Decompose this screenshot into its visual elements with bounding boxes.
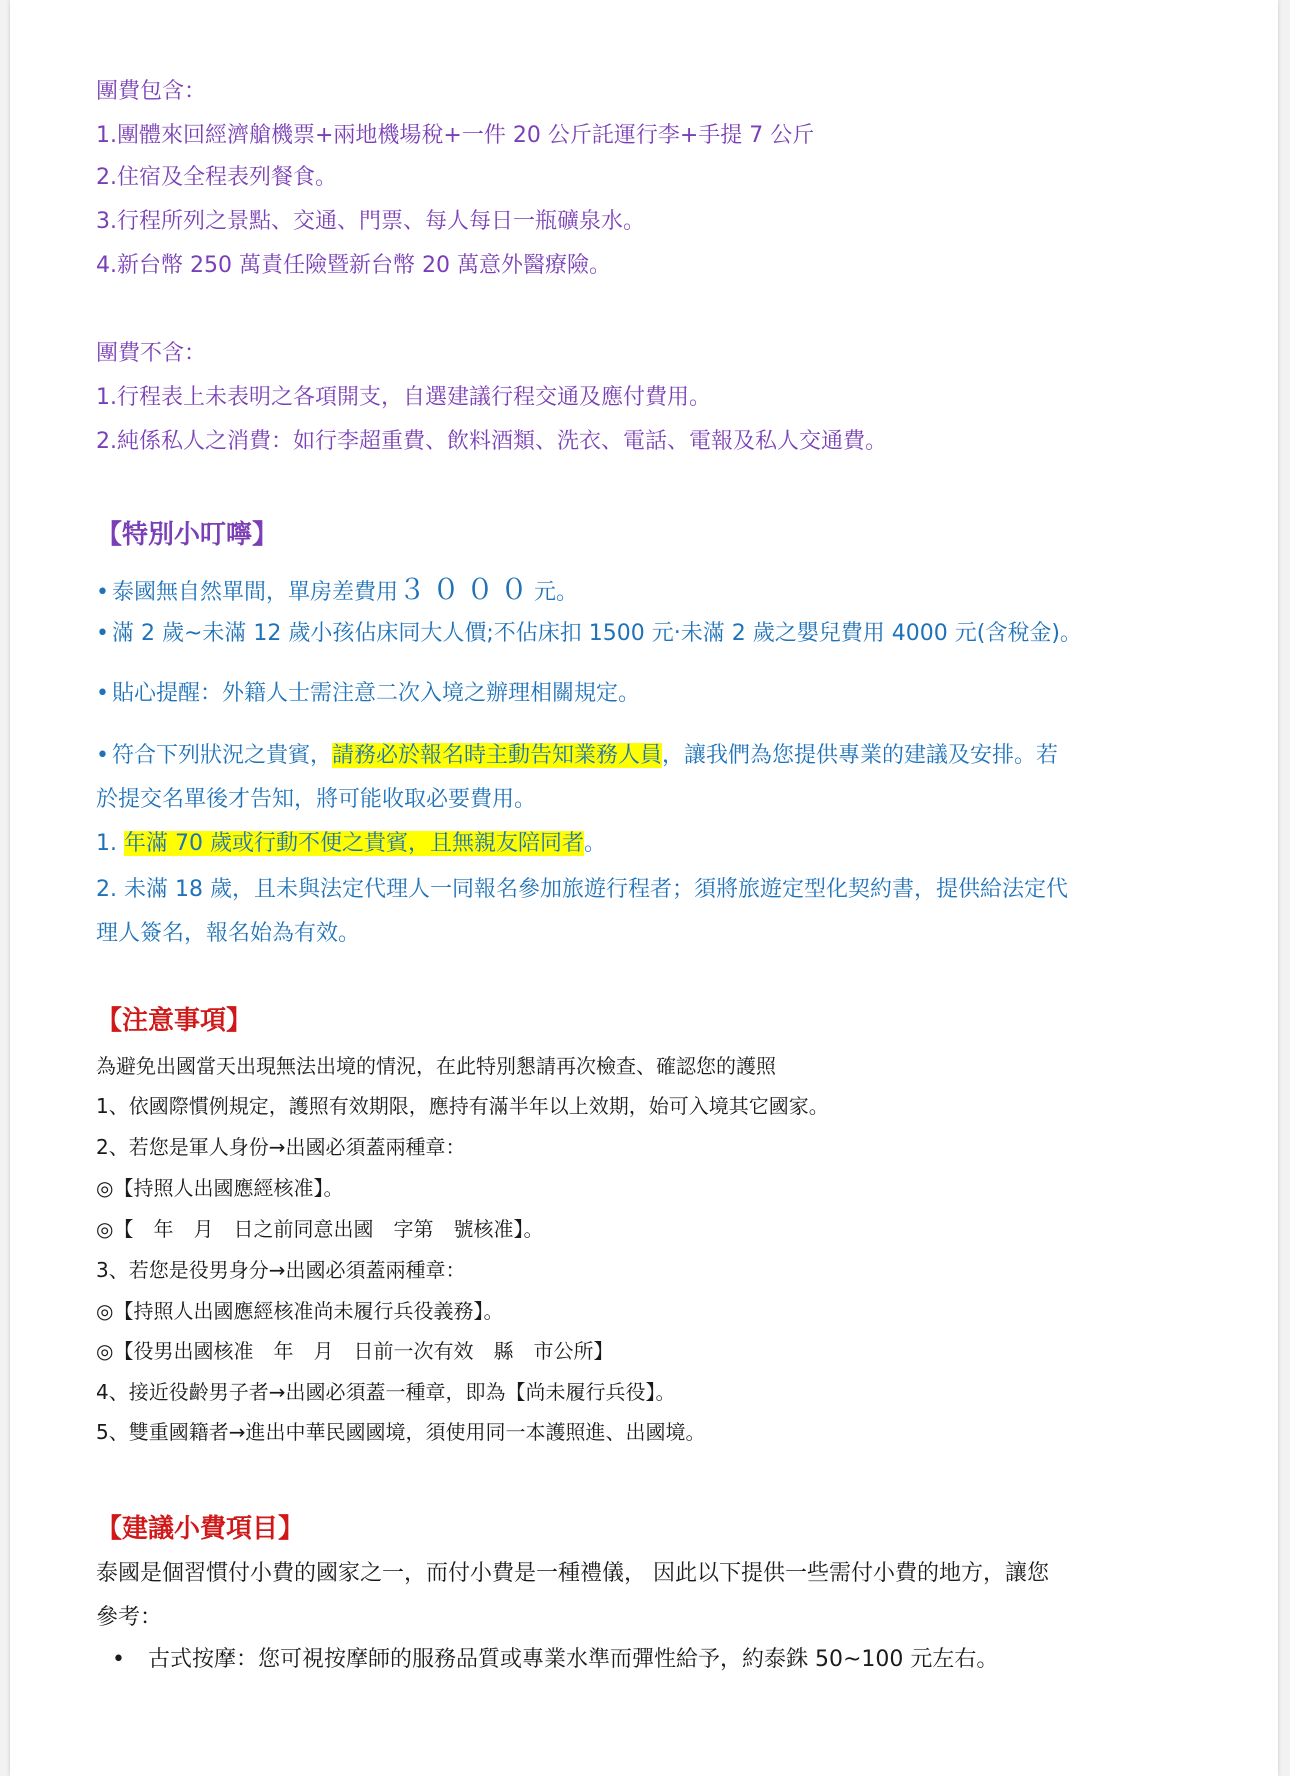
tips-title: 【建議小費項目】: [96, 1514, 305, 1544]
notes-line-8: ◎【役男出國核准 年 月 日前一次有效 縣 市公所】: [96, 1339, 614, 1363]
reminder-bullet-1: [96, 568, 578, 608]
bullet-dot: •: [96, 621, 109, 646]
highlighted-notice: 請務必於報名時主動告知業務人員: [332, 743, 663, 768]
includes-item-3: 3.行程所列之景點、交通、門票、每人每日一瓶礦泉水。: [96, 209, 645, 234]
reminder-item-1-number: 1.: [96, 831, 124, 856]
reminder-item-1-suffix: 。: [583, 831, 606, 856]
reminder-bullet-3: [96, 676, 640, 707]
notes-title: 【注意事項】: [96, 1006, 253, 1036]
notes-line-3: 2、若您是軍人身份→出國必須蓋兩種章：: [96, 1135, 466, 1159]
reminder-item-1: [96, 826, 606, 857]
notes-line-5: ◎【 年 月 日之前同意出國 字第 號核准】。: [96, 1217, 544, 1241]
reminder-bullet-1-suffix: 元。: [534, 580, 579, 605]
document-page: [10, 0, 1278, 1776]
excludes-title: 團費不含：: [96, 341, 207, 366]
notes-line-7: ◎【持照人出國應經核准尚未履行兵役義務】。: [96, 1299, 504, 1323]
tips-intro-line1: 泰國是個習慣付小費的國家之一，而付小費是一種禮儀， 因此以下提供一些需付小費的地方，讓您: [96, 1561, 1049, 1586]
reminder-bullet-2-text: 滿 2 歲~未滿 12 歲小孩佔床同大人價;不佔床扣 1500 元‧未滿 2 歲之嬰兒費用 4000 元(含稅金)。: [112, 621, 1082, 646]
reminder-item-2-line1: 2. 未滿 18 歲，且未與法定代理人一同報名參加旅遊行程者；須將旅遊定型化契約書，提供給法定代: [96, 877, 1068, 902]
bullet-dot: •: [96, 580, 109, 605]
tips-intro-line2: 參考：: [96, 1605, 163, 1630]
notes-line-1: 為避免出國當天出現無法出境的情況，在此特別懇請再次檢查、確認您的護照: [96, 1054, 776, 1078]
reminder-title: 【特別小叮嚀】: [96, 520, 279, 550]
includes-title: 團費包含：: [96, 79, 207, 104]
includes-item-2: 2.住宿及全程表列餐食。: [96, 165, 337, 190]
notes-line-2: 1、依國際慣例規定，護照有效期限，應持有滿半年以上效期，始可入境其它國家。: [96, 1094, 829, 1118]
reminder-item-2-line2: 理人簽名，報名始為有效。: [96, 921, 361, 946]
includes-item-1: 1.團體來回經濟艙機票+兩地機場稅+一件 20 公斤託運行李+手提 7 公斤: [96, 123, 815, 148]
notes-line-10: 5、雙重國籍者→進出中華民國國境，須使用同一本護照進、出國境。: [96, 1420, 706, 1444]
reminder-bullet-4-line2: 於提交名單後才告知，將可能收取必要費用。: [96, 787, 537, 812]
excludes-item-1: 1.行程表上未表明之各項開支，自選建議行程交通及應付費用。: [96, 385, 711, 410]
notes-line-4: ◎【持照人出國應經核准】。: [96, 1176, 344, 1200]
reminder-bullet-4-suffix: ，讓我們為您提供專業的建議及安排。若: [662, 743, 1059, 768]
notes-line-9: 4、接近役齡男子者→出國必須蓋一種章，即為【尚未履行兵役】。: [96, 1380, 676, 1404]
reminder-bullet-4-text: 符合下列狀況之貴賓，: [112, 743, 333, 768]
reminder-bullet-2: [96, 616, 1082, 647]
highlighted-elderly-notice: 年滿 70 歲或行動不便之貴賓，且無親友陪同者: [123, 831, 584, 856]
tips-bullet-1: [112, 1642, 998, 1673]
reminder-bullet-3-text: 貼心提醒：外籍人士需注意二次入境之辦理相關規定。: [112, 681, 641, 706]
tips-bullet-1-text: 古式按摩：您可視按摩師的服務品質或專業水準而彈性給予，約泰銖 50~100 元左右。: [148, 1647, 999, 1672]
bullet-dot: •: [112, 1647, 125, 1672]
notes-line-6: 3、若您是役男身分→出國必須蓋兩種章：: [96, 1258, 466, 1282]
reminder-bullet-1-text: 泰國無自然單間，單房差費用: [112, 580, 399, 605]
bullet-dot: •: [96, 681, 109, 706]
bullet-dot: •: [96, 743, 109, 768]
includes-item-4: 4.新台幣 250 萬責任險暨新台幣 20 萬意外醫療險。: [96, 253, 611, 278]
single-room-price: ３０００: [398, 573, 535, 606]
reminder-bullet-4: [96, 738, 1058, 769]
excludes-item-2: 2.純係私人之消費：如行李超重費、飲料酒類、洗衣、電話、電報及私人交通費。: [96, 429, 887, 454]
